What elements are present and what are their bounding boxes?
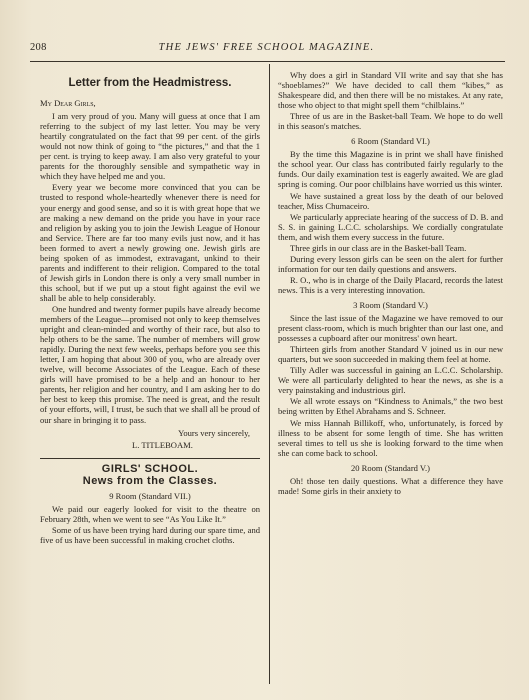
room3-paragraph: We miss Hannah Billikoff, who, unfortunately, is forced by illness to be absent for some length of time. She has written several times to tell us she is looking forward to the time when she can come back to school. xyxy=(278,417,503,458)
page-header xyxy=(30,42,503,56)
room6-heading: 6 Room (Standard VI.) xyxy=(351,136,430,147)
room3-paragraph: Since the last issue of the Magazine we have removed to our present class-room, which is much brighter than our last one, and possesses a cupboard after our monitress' own heart. xyxy=(278,313,503,344)
room6-paragraph: R. O., who is in charge of the Daily Placard, records the latest news. This is a very interesting innovation. xyxy=(278,274,503,295)
room6-paragraph: By the time this Magazine is in print we shall have finished the school year. Our class has contributed fairly regularly to the funds. Our daily examination test is eagerly awaited. We are glad spring is coming. Our poor chilblains have worried us this winter. xyxy=(278,149,503,190)
room6-paragraph: We particularly appreciate hearing of the success of D. B. and S. S. in gaining L.C.C. scholarships. We cordially congratulate them, and wish them every success in the future. xyxy=(278,211,503,242)
column-divider xyxy=(269,64,270,684)
closing: Yours very sincerely, xyxy=(178,427,250,438)
letter-title: Letter from the Headmistress. xyxy=(68,77,232,89)
section-title: GIRLS' SCHOOL. xyxy=(101,462,199,475)
room3-paragraph: Thirteen girls from another Standard V joined us in our new quarters, but we soon succeeded in making them feel at home. xyxy=(278,344,503,365)
section-divider xyxy=(40,458,260,459)
room3-paragraph: Tilly Adler was successful in gaining an L.C.C. Scholarship. We were all particularly delighted to hear the news, as she is a very painstaking and industrious girl. xyxy=(278,365,503,396)
intro-paragraph: Why does a girl in Standard VII write and say that she has “shoeblames?” We have decided to call them “kibes,” as Shakespeare did, and then there will be no mistakes. At any rate, those who object to that might spell them “chilblains.” xyxy=(278,70,503,111)
room20-paragraph: Oh! those ten daily questions. What a difference they have made! Some girls in their anxiety to xyxy=(278,475,503,496)
magazine-title: THE JEWS' FREE SCHOOL MAGAZINE. xyxy=(158,42,375,53)
letter-paragraph: I am very proud of you. Many will guess at once that I am referring to the subject of my last letter. You may be very heartily congratulated on the fact that 99 per cent. of the girls would not now think of going to “the pictures,” and that the 1 per cent. is trying to keep away. I am also very grateful to your parents for the thoroughly sensible and sympathetic way in which they have helped me and you. xyxy=(40,111,260,182)
header-rule xyxy=(30,61,505,62)
signature: L. TITLEBOAM. xyxy=(132,439,193,450)
left-column xyxy=(40,70,260,545)
right-column xyxy=(278,70,503,496)
intro-paragraph: Three of us are in the Basket-ball Team. We hope to do well in this season's matches. xyxy=(278,111,503,132)
salutation: My Dear Girls, xyxy=(40,98,96,109)
class-paragraph: We paid our eagerly looked for visit to the theatre on February 28th, when we went to see “As You Like It.” xyxy=(40,503,260,524)
room3-heading: 3 Room (Standard V.) xyxy=(353,299,428,310)
class-paragraph: Some of us have been trying hard during our spare time, and five of us have been successful in making crochet cloths. xyxy=(40,524,260,545)
section-subtitle: News from the Classes. xyxy=(82,474,218,487)
letter-paragraph: One hundred and twenty former pupils have already become members of the League—promised not only to keep themselves upright and clean-minded and worthy of their race, but also to help others to be the same. The number of members will grow rapidly. During the next few weeks, perhaps before you see this letter, I am hoping that about 300 of you, who are already over twelve, will become Associates of the League. Each of these girls will have promised to be a help and an honour to her parents, her religion and her country, and I am asking her to do her best to keep this promise. The need is great, and the result of your efforts, will, I trust, be such that we shall all be proud of our share in bringing it to pass. xyxy=(40,303,260,425)
room3-paragraph: We all wrote essays on “Kindness to Animals,” the two best being written by Ethel Abrahams and S. Schneer. xyxy=(278,396,503,417)
room6-paragraph: Three girls in our class are in the Basket-ball Team. xyxy=(290,242,467,253)
class-heading: 9 Room (Standard VII.) xyxy=(109,490,191,501)
room20-heading: 20 Room (Standard V.) xyxy=(351,462,430,473)
page-number: 208 xyxy=(30,42,47,53)
room6-paragraph: During every lesson girls can be seen on the alert for further information for our ten daily questions and answers. xyxy=(278,253,503,274)
letter-paragraph: Every year we become more convinced that you can be trusted to respond whole-heartedly whenever there is need for your energy and good sense, and so it is with great hope that we are making a new demand on the pride you have in your race and religion by asking you to join the Jewish League of Honour and Service. There are far too many evils just now, and it has been formed to avert a newly growing one. Jewish girls are being spoken of as immodest, extravagant, unkind to their parents and indifferent to their religion. Compared to the total of Jewish girls in London there is only a very small number in this school, but if we put up a stout fight against the evil we shall be able to help considerably. xyxy=(40,182,260,303)
room6-paragraph: We have sustained a great loss by the death of our beloved teacher, Miss Chumaceiro. xyxy=(278,190,503,211)
